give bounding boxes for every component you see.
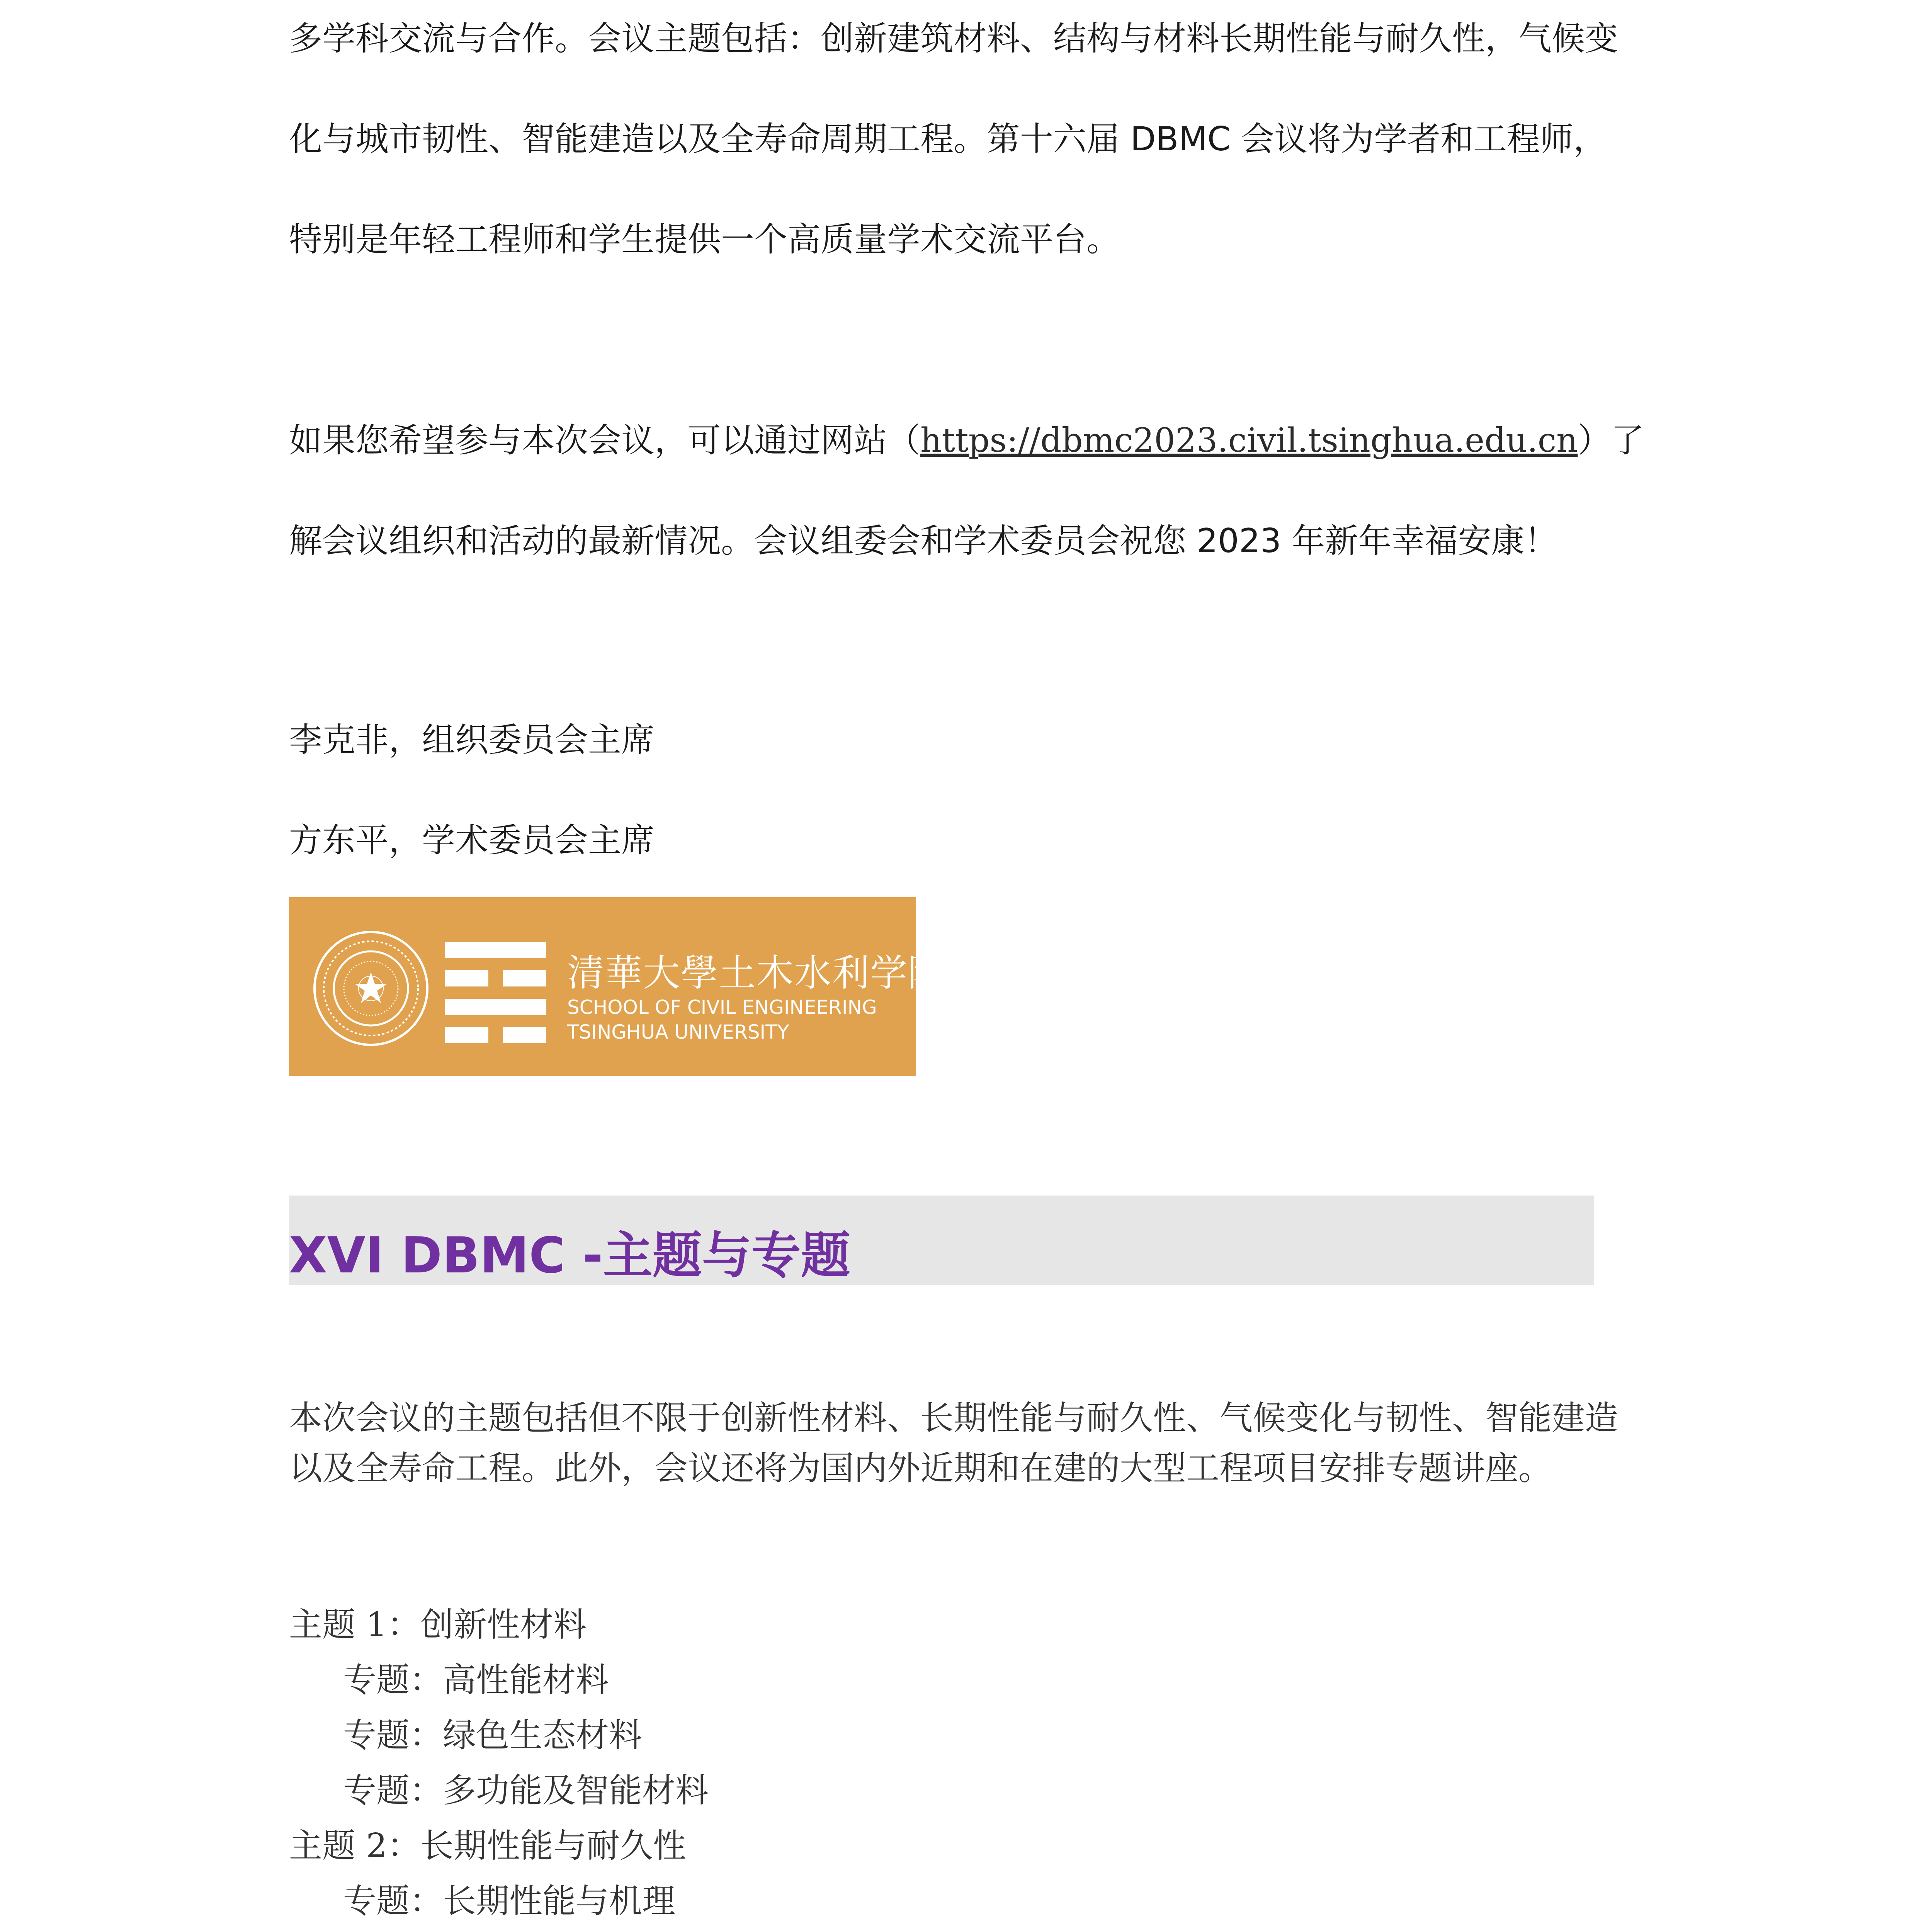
- topic-1-title: 主题 1：创新性材料: [289, 1605, 587, 1644]
- civil-engineering-mark-icon: [445, 942, 546, 1043]
- conference-website-link[interactable]: https://dbmc2023.civil.tsinghua.edu.cn: [920, 421, 1578, 460]
- logo-chinese-name: 清華大學土木水利学院: [567, 951, 946, 995]
- logo-english-line-1: SCHOOL OF CIVIL ENGINEERING: [567, 996, 877, 1019]
- topic-1-subtopic-2: 专题：绿色生态材料: [343, 1716, 642, 1755]
- topic-1-subtopic-1: 专题：高性能材料: [343, 1661, 609, 1699]
- signature-organizing-chair: 李克非，组织委员会主席: [289, 721, 655, 759]
- intro-line-1: 多学科交流与合作。会议主题包括：创新建筑材料、结构与材料长期性能与耐久性，气候变: [289, 19, 1618, 58]
- intro-line-3: 特别是年轻工程师和学生提供一个高质量学术交流平台。: [289, 220, 1120, 259]
- topic-2-subtopic-1: 专题：长期性能与机理: [343, 1882, 675, 1920]
- invite-line-2: 解会议组织和活动的最新情况。会议组委会和学术委员会祝您 2023 年新年幸福安康！: [289, 522, 1558, 560]
- signature-academic-chair: 方东平，学术委员会主席: [289, 821, 655, 860]
- logo-english-line-2: TSINGHUA UNIVERSITY: [567, 1021, 789, 1043]
- topic-2-title: 主题 2：长期性能与耐久性: [289, 1827, 687, 1865]
- invite-text-pre: 如果您希望参与本次会议，可以通过网站（: [289, 421, 920, 460]
- topic-1-subtopic-3: 专题：多功能及智能材料: [343, 1771, 709, 1810]
- intro-line-2: 化与城市韧性、智能建造以及全寿命周期工程。第十六届 DBMC 会议将为学者和工程师，: [289, 120, 1607, 158]
- section-description: 本次会议的主题包括但不限于创新性材料、长期性能与耐久性、气候变化与韧性、智能建造以及全寿命工程。此外，会议还将为国内外近期和在建的大型工程项目安排专题讲座。: [289, 1399, 1618, 1488]
- invite-text-post: ）了: [1578, 421, 1644, 460]
- section-heading: XVI DBMC -主题与专题: [289, 1227, 850, 1284]
- section-heading-bar: [289, 1196, 1594, 1285]
- invite-line-1: [289, 413, 1644, 461]
- tsinghua-civil-engineering-logo: [289, 897, 946, 1076]
- tsinghua-seal-icon: [313, 930, 429, 1046]
- topic-2-subtopic-2: [343, 1929, 609, 1932]
